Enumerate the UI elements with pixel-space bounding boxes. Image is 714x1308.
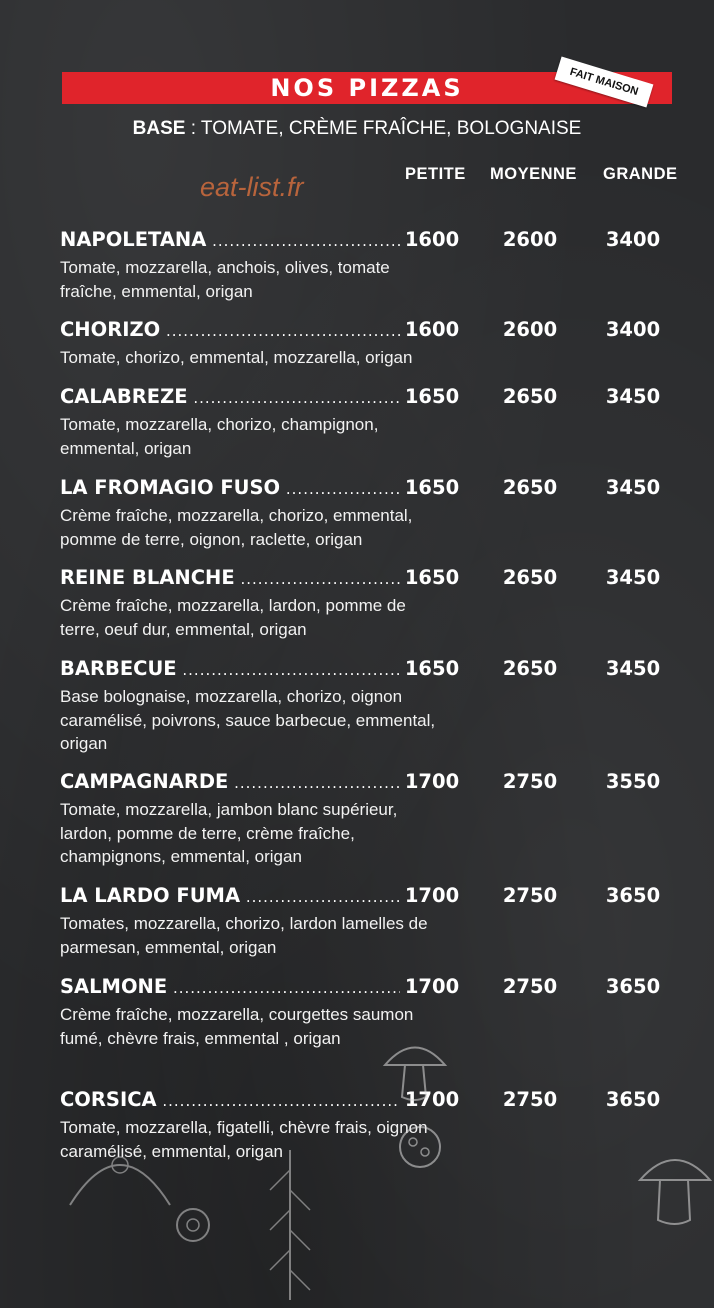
menu-item bbox=[60, 228, 710, 303]
menu-item bbox=[60, 657, 710, 756]
menu-item bbox=[60, 476, 710, 551]
price-petite: 1650 bbox=[404, 476, 460, 499]
pizza-description: Tomates, mozzarella, chorizo, lardon lamelles de parmesan, emmental, origan bbox=[60, 914, 428, 957]
mushroom-sketch-icon bbox=[380, 1035, 450, 1105]
column-header-moyenne: MOYENNE bbox=[490, 165, 577, 183]
price-petite: 1600 bbox=[404, 318, 460, 341]
menu-item bbox=[60, 770, 710, 869]
price-petite: 1650 bbox=[404, 657, 460, 680]
pizza-name: CALABREZE ..... bbox=[60, 385, 400, 408]
base-label: BASE bbox=[132, 118, 186, 139]
pizza-name: BARBECUE ..... bbox=[60, 657, 400, 680]
price-petite: 1600 bbox=[404, 228, 460, 251]
price-petite: 1650 bbox=[404, 566, 460, 589]
pizza-name: CHORIZO ..... bbox=[60, 318, 400, 341]
price-moyenne: 2650 bbox=[502, 566, 558, 589]
pizza-description: Tomate, mozzarella, figatelli, chèvre frais, oignon caramélisé, emmental, origan bbox=[60, 1118, 428, 1161]
price-grande: 3650 bbox=[605, 884, 661, 907]
pizza-name: LA FROMAGIO FUSO ..... bbox=[60, 476, 400, 499]
page-title: NOS PIZZAS bbox=[270, 74, 464, 102]
menu-item bbox=[60, 884, 710, 959]
price-moyenne: 2750 bbox=[502, 884, 558, 907]
price-grande: 3450 bbox=[605, 566, 661, 589]
price-grande: 3400 bbox=[605, 318, 661, 341]
column-header-petite: PETITE bbox=[405, 165, 466, 183]
price-grande: 3450 bbox=[605, 385, 661, 408]
price-moyenne: 2600 bbox=[502, 228, 558, 251]
pizza-name: CORSICA ..... bbox=[60, 1088, 400, 1111]
pizza-name: CAMPAGNARDE ..... bbox=[60, 770, 400, 793]
pizza-name: SALMONE ..... bbox=[60, 975, 400, 998]
pizza-description: Tomate, mozzarella, jambon blanc supérieur, lardon, pomme de terre, crème fraîche, champignons, emmental, origan bbox=[60, 800, 398, 866]
price-grande: 3650 bbox=[605, 1088, 661, 1111]
rosemary-sprig-sketch-icon bbox=[250, 1150, 330, 1300]
mushroom-sketch-icon bbox=[630, 1140, 714, 1230]
pizza-description: Base bolognaise, mozzarella, chorizo, oignon caramélisé, poivrons, sauce barbecue, emmental, origan bbox=[60, 687, 436, 753]
base-line bbox=[0, 118, 714, 140]
price-petite: 1650 bbox=[404, 385, 460, 408]
olive-sketch-icon bbox=[168, 1200, 218, 1250]
pizza-description: Crème fraîche, mozzarella, chorizo, emmental, pomme de terre, oignon, raclette, origan bbox=[60, 506, 413, 549]
price-petite: 1700 bbox=[404, 884, 460, 907]
watermark: eat-list.fr bbox=[200, 172, 304, 202]
pizza-description: Tomate, mozzarella, chorizo, champignon, emmental, origan bbox=[60, 415, 379, 458]
tomato-slice-sketch-icon bbox=[395, 1122, 445, 1172]
fait-maison-badge: FAIT MAISON bbox=[555, 56, 654, 107]
price-grande: 3450 bbox=[605, 476, 661, 499]
pizza-description: Tomate, mozzarella, anchois, olives, tomate fraîche, emmental, origan bbox=[60, 258, 390, 301]
pizza-description: Crème fraîche, mozzarella, courgettes saumon fumé, chèvre frais, emmental , origan bbox=[60, 1005, 414, 1048]
price-grande: 3400 bbox=[605, 228, 661, 251]
column-header-grande: GRANDE bbox=[603, 165, 678, 183]
menu-item bbox=[60, 385, 710, 460]
pizza-slice-sketch-icon bbox=[60, 1125, 180, 1215]
price-moyenne: 2650 bbox=[502, 657, 558, 680]
price-moyenne: 2750 bbox=[502, 1088, 558, 1111]
menu-item bbox=[60, 566, 710, 641]
menu-item bbox=[60, 318, 710, 370]
pizza-description: Tomate, chorizo, emmental, mozzarella, origan bbox=[60, 348, 413, 367]
price-petite: 1700 bbox=[404, 1088, 460, 1111]
price-grande: 3650 bbox=[605, 975, 661, 998]
price-petite: 1700 bbox=[404, 975, 460, 998]
price-grande: 3550 bbox=[605, 770, 661, 793]
pizza-name: NAPOLETANA ..... bbox=[60, 228, 400, 251]
base-text: : TOMATE, CRÈME FRAÎCHE, BOLOGNAISE bbox=[185, 118, 582, 139]
price-moyenne: 2750 bbox=[502, 975, 558, 998]
price-moyenne: 2650 bbox=[502, 476, 558, 499]
price-moyenne: 2650 bbox=[502, 385, 558, 408]
price-grande: 3450 bbox=[605, 657, 661, 680]
price-moyenne: 2600 bbox=[502, 318, 558, 341]
pizza-name: LA LARDO FUMA ..... bbox=[60, 884, 400, 907]
pizza-name: REINE BLANCHE ..... bbox=[60, 566, 400, 589]
price-moyenne: 2750 bbox=[502, 770, 558, 793]
price-petite: 1700 bbox=[404, 770, 460, 793]
pizza-description: Crème fraîche, mozzarella, lardon, pomme de terre, oeuf dur, emmental, origan bbox=[60, 596, 406, 639]
